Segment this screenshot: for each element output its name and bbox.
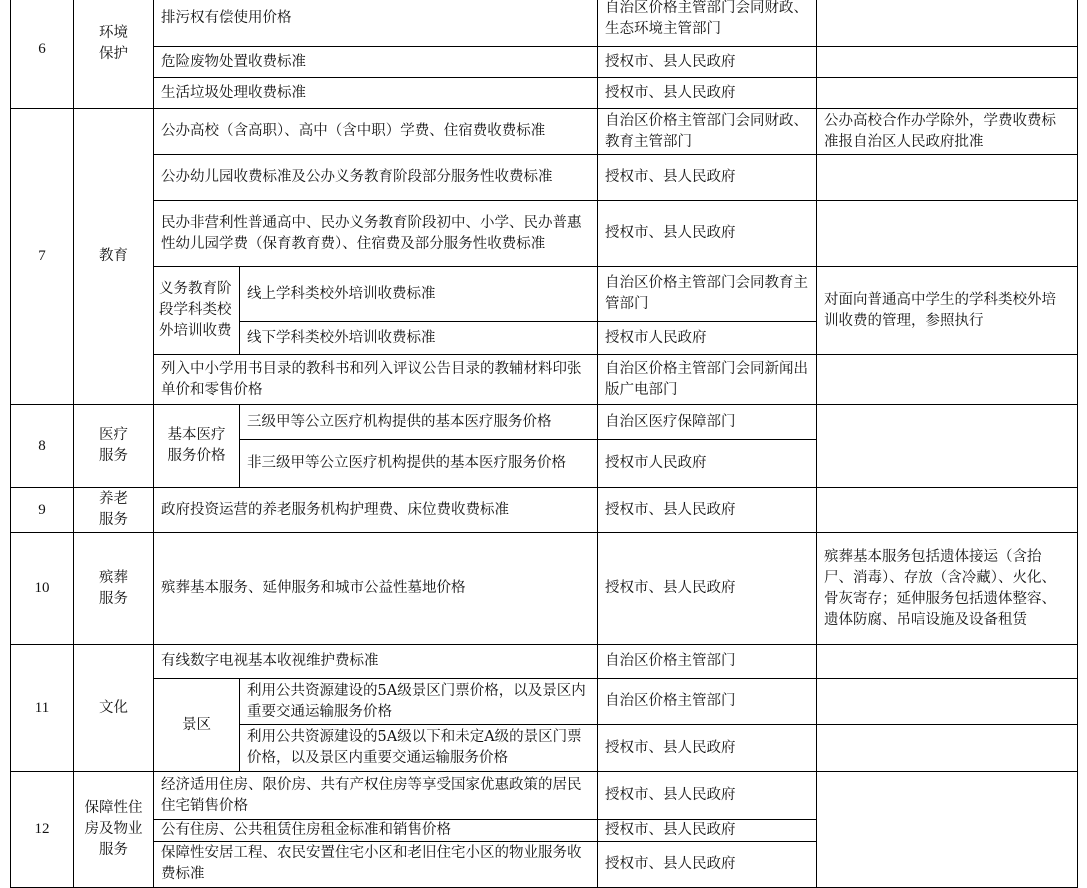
authority-cell: 自治区价格主管部门	[598, 679, 817, 725]
authority-cell: 授权市、县人民政府	[598, 842, 817, 888]
note-cell	[817, 645, 1078, 679]
note-cell	[817, 679, 1078, 725]
item-cell: 生活垃圾处理收费标准	[154, 78, 598, 109]
item-cell: 危险废物处置收费标准	[154, 47, 598, 78]
seq-cell: 12	[11, 772, 74, 888]
table-row	[11, 78, 1078, 109]
authority-cell: 授权市、县人民政府	[598, 488, 817, 533]
item-cell: 非三级甲等公立医疗机构提供的基本医疗服务价格	[240, 440, 598, 488]
authority-cell: 自治区价格主管部门会同财政、生态环境主管部门	[598, 0, 817, 47]
table-row	[11, 0, 1078, 47]
authority-cell: 自治区价格主管部门	[598, 645, 817, 679]
note-cell: 殡葬基本服务包括遗体接运（含抬尸、消毒）、存放（含冷藏）、火化、骨灰寄存；延伸服务包括遗体整容、遗体防腐、吊唁设施及设备租赁	[817, 533, 1078, 645]
seq-cell: 11	[11, 645, 74, 772]
note-cell	[817, 355, 1078, 405]
authority-cell: 授权市、县人民政府	[598, 47, 817, 78]
note-cell	[817, 47, 1078, 78]
item-cell: 三级甲等公立医疗机构提供的基本医疗服务价格	[240, 405, 598, 440]
item-cell: 民办非营利性普通高中、民办义务教育阶段初中、小学、民办普惠性幼儿园学费（保育教育费）、住宿费及部分服务性收费标准	[154, 201, 598, 267]
authority-cell: 授权市人民政府	[598, 440, 817, 488]
note-cell: 对面向普通高中学生的学科类校外培训收费的管理，参照执行	[817, 267, 1078, 355]
note-cell	[817, 201, 1078, 267]
seq-cell: 6	[11, 0, 74, 109]
item-cell: 保障性安居工程、农民安置住宅小区和老旧住宅小区的物业服务收费标准	[154, 842, 598, 888]
item-cell: 公有住房、公共租赁住房租金标准和销售价格	[154, 820, 598, 842]
note-cell	[817, 0, 1078, 47]
authority-cell: 自治区价格主管部门会同教育主管部门	[598, 267, 817, 322]
seq-cell: 9	[11, 488, 74, 533]
table-row	[11, 679, 1078, 725]
category-cell: 文化	[74, 645, 154, 772]
category-cell: 教育	[74, 109, 154, 405]
item-cell: 经济适用住房、限价房、共有产权住房等享受国家优惠政策的居民住宅销售价格	[154, 772, 598, 820]
authority-cell: 自治区价格主管部门会同财政、教育主管部门	[598, 109, 817, 155]
subcategory-cell: 景区	[154, 679, 240, 772]
table-row	[11, 533, 1078, 645]
table-row	[11, 155, 1078, 201]
note-cell	[817, 155, 1078, 201]
seq-cell: 10	[11, 533, 74, 645]
item-cell: 公办高校（含高职）、高中（含中职）学费、住宿费收费标准	[154, 109, 598, 155]
note-cell	[817, 772, 1078, 888]
category-cell: 医疗 服务	[74, 405, 154, 488]
table-row	[11, 267, 1078, 322]
authority-cell: 授权市、县人民政府	[598, 78, 817, 109]
item-cell: 殡葬基本服务、延伸服务和城市公益性墓地价格	[154, 533, 598, 645]
table-row	[11, 109, 1078, 155]
table-row	[11, 47, 1078, 78]
table-row	[11, 201, 1078, 267]
authority-cell: 授权市、县人民政府	[598, 820, 817, 842]
note-cell	[817, 488, 1078, 533]
authority-cell: 授权市、县人民政府	[598, 201, 817, 267]
item-cell: 利用公共资源建设的5A级景区门票价格，以及景区内重要交通运输服务价格	[240, 679, 598, 725]
item-cell: 线下学科类校外培训收费标准	[240, 322, 598, 355]
authority-cell: 授权市、县人民政府	[598, 533, 817, 645]
authority-cell: 自治区医疗保障部门	[598, 405, 817, 440]
category-cell: 养老 服务	[74, 488, 154, 533]
note-cell	[817, 405, 1078, 488]
table-row	[11, 645, 1078, 679]
note-cell	[817, 78, 1078, 109]
item-cell: 线上学科类校外培训收费标准	[240, 267, 598, 322]
item-cell: 政府投资运营的养老服务机构护理费、床位费收费标准	[154, 488, 598, 533]
category-cell: 殡葬 服务	[74, 533, 154, 645]
category-cell: 保障性住 房及物业 服务	[74, 772, 154, 888]
seq-cell: 8	[11, 405, 74, 488]
table-row	[11, 488, 1078, 533]
authority-cell: 授权市人民政府	[598, 322, 817, 355]
item-cell: 利用公共资源建设的5A级以下和未定A级的景区门票价格，以及景区内重要交通运输服务价格	[240, 725, 598, 772]
table-row	[11, 355, 1078, 405]
item-cell: 公办幼儿园收费标准及公办义务教育阶段部分服务性收费标准	[154, 155, 598, 201]
price-catalog-table	[10, 0, 1077, 888]
subcategory-cell: 基本医疗 服务价格	[154, 405, 240, 488]
authority-cell: 授权市、县人民政府	[598, 155, 817, 201]
authority-cell: 自治区价格主管部门会同新闻出版广电部门	[598, 355, 817, 405]
table-row	[11, 405, 1078, 440]
note-cell: 公办高校合作办学除外，学费收费标准报自治区人民政府批准	[817, 109, 1078, 155]
note-cell	[817, 725, 1078, 772]
item-cell: 排污权有偿使用价格	[154, 0, 598, 47]
item-cell: 列入中小学用书目录的教科书和列入评议公告目录的教辅材料印张单价和零售价格	[154, 355, 598, 405]
subcategory-cell: 义务教育阶段学科类校外培训收费	[154, 267, 240, 355]
item-cell: 有线数字电视基本收视维护费标准	[154, 645, 598, 679]
authority-cell: 授权市、县人民政府	[598, 725, 817, 772]
authority-cell: 授权市、县人民政府	[598, 772, 817, 820]
seq-cell: 7	[11, 109, 74, 405]
table-row	[11, 772, 1078, 820]
category-cell: 环境 保护	[74, 0, 154, 109]
